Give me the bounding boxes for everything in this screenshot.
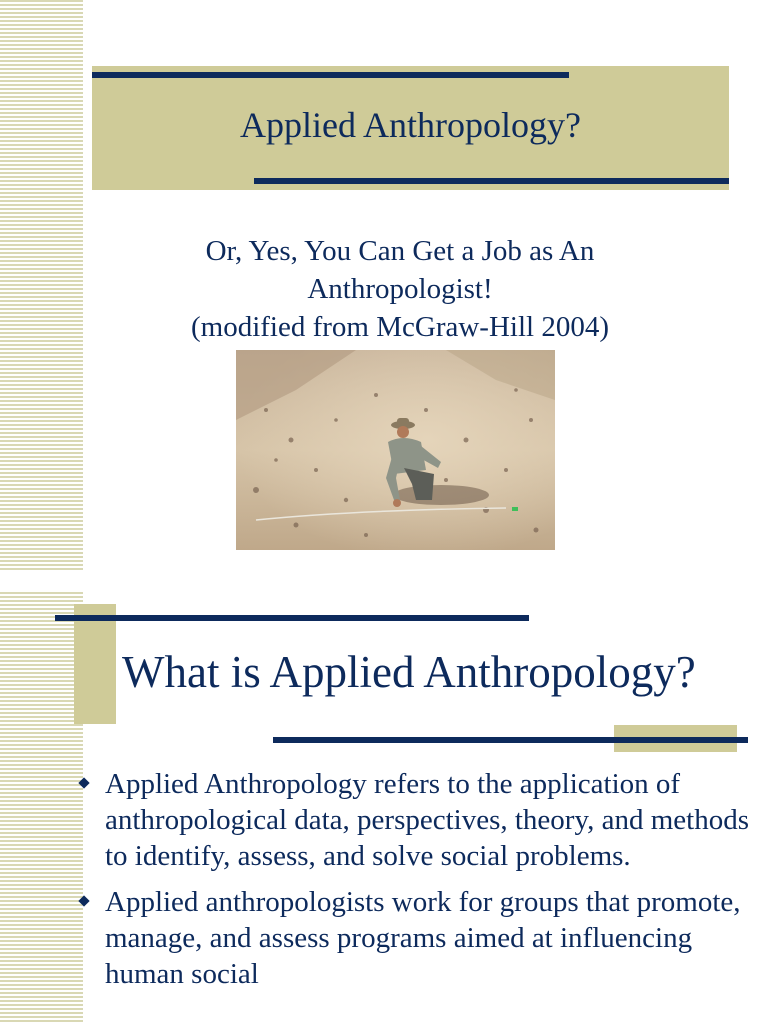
slide-1-title: Applied Anthropology?	[240, 105, 581, 145]
title-rule-top	[92, 72, 569, 78]
slide-2-rule-top	[55, 615, 529, 621]
slide-2-rule-bottom	[273, 737, 748, 743]
diamond-bullet-icon	[78, 777, 89, 788]
title-rule-bottom	[254, 178, 729, 184]
anthropologist-field-photo	[236, 350, 555, 550]
decorative-stripes-bottom	[0, 592, 83, 1024]
slide-1-subtitle	[120, 232, 680, 346]
subtitle-line-2: Anthropologist!	[307, 273, 493, 305]
bullet-item-2	[76, 884, 752, 992]
subtitle-line-1: Or, Yes, You Can Get a Job as An	[205, 235, 595, 267]
decorative-stripes-top	[0, 0, 83, 572]
subtitle-line-3: (modified from McGraw-Hill 2004)	[191, 311, 609, 343]
diamond-bullet-icon	[78, 895, 89, 906]
bullet-item-1	[76, 766, 752, 874]
accent-block-left	[74, 604, 116, 724]
slide-2-title: What is Applied Anthropology?	[122, 647, 696, 697]
bullet-list	[76, 766, 752, 1002]
bullet-text-2: Applied anthropologists work for groups that promote, manage, and assess programs aimed at influencing human social	[105, 886, 741, 990]
bullet-text-1: Applied Anthropology refers to the application of anthropological data, perspectives, theory, and methods to identify, assess, and solve social problems.	[105, 768, 749, 872]
